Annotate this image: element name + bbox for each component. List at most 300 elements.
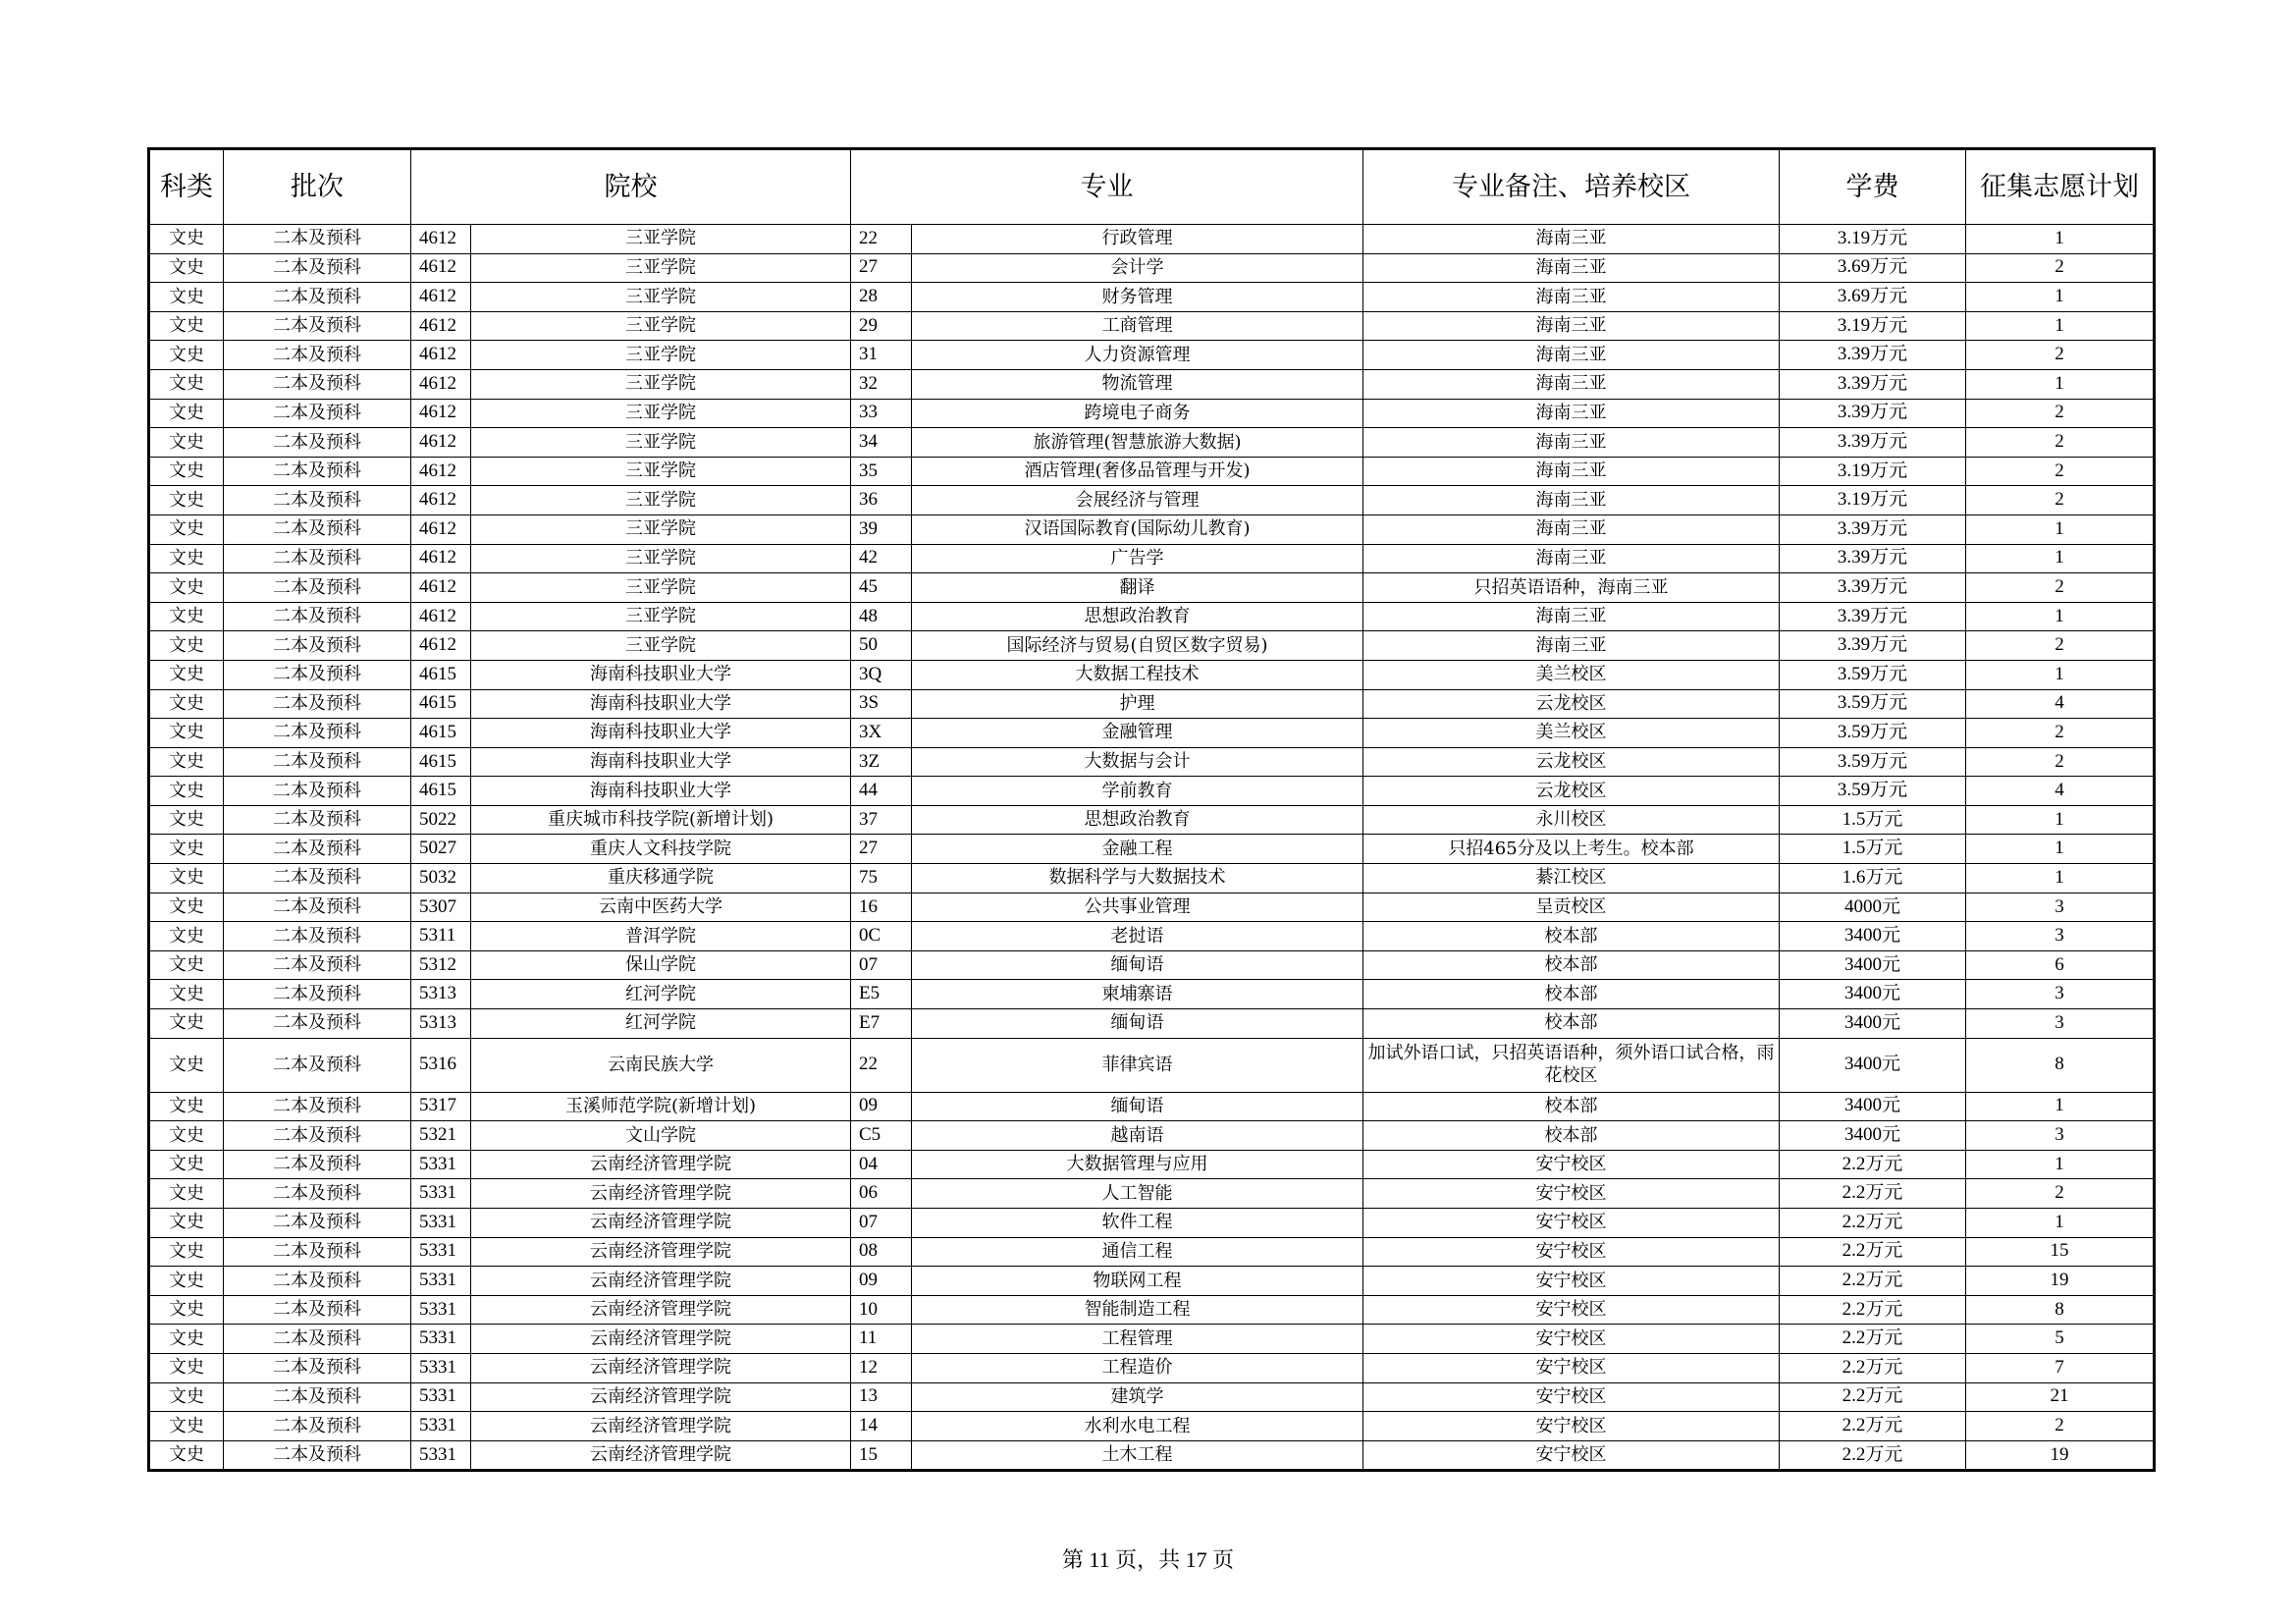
cell-fee: 3.39万元 [1780,399,1966,428]
cell-major: 汉语国际教育(国际幼儿教育) [912,514,1363,544]
cell-school: 海南科技职业大学 [471,747,851,777]
cell-batch: 二本及预科 [224,225,411,254]
cell-major: 缅甸语 [912,1092,1363,1121]
cell-major-code: 3Q [851,660,912,689]
cell-fee: 2.2万元 [1780,1267,1966,1296]
cell-school: 云南经济管理学院 [471,1440,851,1471]
cell-plan: 1 [1966,660,2155,689]
cell-major-code: 04 [851,1150,912,1179]
cell-plan: 19 [1966,1267,2155,1296]
table-row [149,1440,2155,1471]
cell-major-code: 3S [851,689,912,719]
table-row [149,1237,2155,1267]
header-batch: 批次 [224,149,411,225]
cell-school: 三亚学院 [471,253,851,283]
cell-school: 三亚学院 [471,399,851,428]
cell-plan: 1 [1966,544,2155,573]
cell-batch: 二本及预科 [224,980,411,1009]
cell-school-code: 5331 [411,1209,471,1238]
cell-school-code: 4612 [411,253,471,283]
cell-batch: 二本及预科 [224,893,411,922]
table-body [149,225,2155,1471]
table-row [149,253,2155,283]
cell-school-code: 4612 [411,544,471,573]
cell-major-code: 08 [851,1237,912,1267]
cell-note: 校本部 [1363,1009,1780,1039]
cell-plan: 19 [1966,1440,2155,1471]
cell-school: 云南经济管理学院 [471,1179,851,1209]
cell-school-code: 5331 [411,1353,471,1382]
cell-school-code: 4612 [411,369,471,399]
cell-major-code: 10 [851,1295,912,1325]
cell-major-code: 3X [851,719,912,748]
cell-fee: 2.2万元 [1780,1440,1966,1471]
cell-note: 安宁校区 [1363,1325,1780,1354]
cell-note: 海南三亚 [1363,457,1780,486]
table-row [149,1209,2155,1238]
cell-school-code: 5331 [411,1267,471,1296]
cell-major: 学前教育 [912,777,1363,806]
table-row [149,719,2155,748]
cell-plan: 8 [1966,1295,2155,1325]
cell-school: 云南经济管理学院 [471,1325,851,1354]
table-row [149,805,2155,835]
cell-major: 大数据工程技术 [912,660,1363,689]
cell-fee: 3.19万元 [1780,457,1966,486]
cell-major: 菲律宾语 [912,1038,1363,1092]
cell-school: 三亚学院 [471,428,851,458]
cell-plan: 1 [1966,1150,2155,1179]
cell-note: 安宁校区 [1363,1412,1780,1441]
cell-major: 智能制造工程 [912,1295,1363,1325]
table-row [149,602,2155,631]
cell-batch: 二本及预科 [224,1440,411,1471]
cell-major: 工商管理 [912,311,1363,341]
cell-fee: 3.39万元 [1780,428,1966,458]
cell-major: 通信工程 [912,1237,1363,1267]
cell-category: 文史 [149,777,224,806]
cell-fee: 1.5万元 [1780,835,1966,864]
cell-major: 金融工程 [912,835,1363,864]
cell-note: 美兰校区 [1363,719,1780,748]
cell-school: 云南经济管理学院 [471,1237,851,1267]
cell-category: 文史 [149,1209,224,1238]
cell-note: 安宁校区 [1363,1237,1780,1267]
header-plan: 征集志愿计划 [1966,149,2155,225]
cell-batch: 二本及预科 [224,1412,411,1441]
table-row [149,1092,2155,1121]
header-major: 专业 [851,149,1363,225]
cell-school: 云南经济管理学院 [471,1295,851,1325]
cell-category: 文史 [149,1092,224,1121]
cell-major: 翻译 [912,573,1363,603]
cell-batch: 二本及预科 [224,1121,411,1151]
cell-note: 安宁校区 [1363,1295,1780,1325]
cell-school: 三亚学院 [471,631,851,661]
cell-plan: 2 [1966,457,2155,486]
cell-major-code: E7 [851,1009,912,1039]
cell-fee: 3.39万元 [1780,369,1966,399]
cell-category: 文史 [149,1267,224,1296]
cell-major-code: 28 [851,283,912,312]
cell-note: 云龙校区 [1363,747,1780,777]
cell-batch: 二本及预科 [224,689,411,719]
cell-plan: 8 [1966,1038,2155,1092]
cell-batch: 二本及预科 [224,457,411,486]
cell-plan: 1 [1966,311,2155,341]
cell-category: 文史 [149,1038,224,1092]
cell-major: 跨境电子商务 [912,399,1363,428]
cell-note: 安宁校区 [1363,1353,1780,1382]
cell-school: 三亚学院 [471,573,851,603]
cell-school: 三亚学院 [471,311,851,341]
cell-batch: 二本及预科 [224,1092,411,1121]
cell-plan: 2 [1966,428,2155,458]
table-row [149,311,2155,341]
table-row [149,486,2155,515]
cell-plan: 3 [1966,1121,2155,1151]
cell-plan: 1 [1966,283,2155,312]
table-row [149,922,2155,951]
table-row [149,864,2155,893]
cell-school: 重庆城市科技学院(新增计划) [471,805,851,835]
cell-school-code: 5321 [411,1121,471,1151]
cell-category: 文史 [149,428,224,458]
table-row [149,950,2155,980]
cell-category: 文史 [149,747,224,777]
cell-major: 大数据管理与应用 [912,1150,1363,1179]
cell-batch: 二本及预科 [224,369,411,399]
cell-category: 文史 [149,253,224,283]
cell-major-code: 15 [851,1440,912,1471]
cell-school-code: 5311 [411,922,471,951]
cell-school: 三亚学院 [471,544,851,573]
cell-major-code: 27 [851,835,912,864]
cell-batch: 二本及预科 [224,602,411,631]
cell-batch: 二本及预科 [224,835,411,864]
cell-batch: 二本及预科 [224,777,411,806]
cell-category: 文史 [149,1150,224,1179]
cell-major-code: 75 [851,864,912,893]
cell-plan: 2 [1966,747,2155,777]
cell-fee: 1.5万元 [1780,805,1966,835]
cell-school: 三亚学院 [471,225,851,254]
cell-school: 云南经济管理学院 [471,1209,851,1238]
cell-plan: 7 [1966,1353,2155,1382]
table-row [149,1038,2155,1092]
cell-category: 文史 [149,457,224,486]
cell-plan: 6 [1966,950,2155,980]
cell-fee: 3400元 [1780,922,1966,951]
cell-fee: 3.19万元 [1780,225,1966,254]
cell-category: 文史 [149,950,224,980]
cell-plan: 2 [1966,341,2155,370]
cell-major: 缅甸语 [912,1009,1363,1039]
admission-plan-table [147,147,2156,1472]
cell-school-code: 5313 [411,1009,471,1039]
cell-major: 工程造价 [912,1353,1363,1382]
cell-batch: 二本及预科 [224,631,411,661]
cell-note: 海南三亚 [1363,311,1780,341]
cell-category: 文史 [149,1179,224,1209]
cell-school-code: 5022 [411,805,471,835]
table-row [149,1353,2155,1382]
table-row [149,428,2155,458]
cell-batch: 二本及预科 [224,544,411,573]
header-category: 科类 [149,149,224,225]
cell-note: 校本部 [1363,980,1780,1009]
cell-category: 文史 [149,283,224,312]
cell-category: 文史 [149,719,224,748]
header-school: 院校 [411,149,851,225]
cell-batch: 二本及预科 [224,864,411,893]
cell-note: 海南三亚 [1363,486,1780,515]
cell-note: 校本部 [1363,950,1780,980]
cell-note: 海南三亚 [1363,428,1780,458]
cell-note: 海南三亚 [1363,253,1780,283]
cell-category: 文史 [149,225,224,254]
cell-school: 海南科技职业大学 [471,660,851,689]
cell-batch: 二本及预科 [224,747,411,777]
cell-plan: 2 [1966,253,2155,283]
cell-batch: 二本及预科 [224,1179,411,1209]
cell-note: 海南三亚 [1363,283,1780,312]
cell-fee: 3.39万元 [1780,544,1966,573]
cell-category: 文史 [149,1237,224,1267]
cell-major: 财务管理 [912,283,1363,312]
table-row [149,1295,2155,1325]
cell-major: 水利水电工程 [912,1412,1363,1441]
cell-fee: 3.59万元 [1780,660,1966,689]
header-note: 专业备注、培养校区 [1363,149,1780,225]
cell-school-code: 4612 [411,428,471,458]
cell-fee: 3.19万元 [1780,311,1966,341]
cell-category: 文史 [149,399,224,428]
cell-note: 安宁校区 [1363,1209,1780,1238]
cell-major-code: 07 [851,950,912,980]
table-row [149,514,2155,544]
cell-category: 文史 [149,835,224,864]
cell-category: 文史 [149,514,224,544]
cell-plan: 1 [1966,835,2155,864]
cell-note: 海南三亚 [1363,602,1780,631]
cell-major-code: 44 [851,777,912,806]
cell-major: 护理 [912,689,1363,719]
cell-plan: 1 [1966,602,2155,631]
cell-plan: 1 [1966,805,2155,835]
cell-major-code: 0C [851,922,912,951]
cell-major: 数据科学与大数据技术 [912,864,1363,893]
cell-major: 越南语 [912,1121,1363,1151]
cell-school: 云南经济管理学院 [471,1267,851,1296]
cell-category: 文史 [149,573,224,603]
table-row [149,1412,2155,1441]
cell-school: 海南科技职业大学 [471,689,851,719]
cell-batch: 二本及预科 [224,1353,411,1382]
cell-batch: 二本及预科 [224,950,411,980]
cell-school: 云南经济管理学院 [471,1412,851,1441]
cell-school: 红河学院 [471,980,851,1009]
cell-major: 金融管理 [912,719,1363,748]
cell-plan: 4 [1966,777,2155,806]
cell-note: 海南三亚 [1363,631,1780,661]
cell-school: 重庆移通学院 [471,864,851,893]
cell-batch: 二本及预科 [224,514,411,544]
cell-major: 人力资源管理 [912,341,1363,370]
header-fee: 学费 [1780,149,1966,225]
cell-major-code: 14 [851,1412,912,1441]
cell-fee: 3.69万元 [1780,253,1966,283]
cell-major: 会计学 [912,253,1363,283]
cell-batch: 二本及预科 [224,1382,411,1412]
cell-school-code: 4612 [411,514,471,544]
cell-batch: 二本及预科 [224,660,411,689]
cell-batch: 二本及预科 [224,1325,411,1354]
cell-plan: 1 [1966,1209,2155,1238]
cell-school-code: 4612 [411,225,471,254]
table-row [149,399,2155,428]
cell-fee: 3.59万元 [1780,689,1966,719]
cell-fee: 3.39万元 [1780,573,1966,603]
cell-major-code: 06 [851,1179,912,1209]
table-row [149,893,2155,922]
cell-major-code: 33 [851,399,912,428]
cell-category: 文史 [149,631,224,661]
cell-fee: 1.6万元 [1780,864,1966,893]
cell-major-code: 50 [851,631,912,661]
cell-note: 校本部 [1363,1092,1780,1121]
cell-school-code: 4615 [411,719,471,748]
cell-major-code: 35 [851,457,912,486]
cell-school: 云南经济管理学院 [471,1382,851,1412]
table-row [149,341,2155,370]
cell-major: 思想政治教育 [912,602,1363,631]
cell-major: 工程管理 [912,1325,1363,1354]
cell-school: 三亚学院 [471,457,851,486]
cell-major: 行政管理 [912,225,1363,254]
cell-fee: 3400元 [1780,980,1966,1009]
cell-school: 云南民族大学 [471,1038,851,1092]
cell-school-code: 4615 [411,660,471,689]
cell-major: 国际经济与贸易(自贸区数字贸易) [912,631,1363,661]
cell-major-code: 22 [851,225,912,254]
table-row [149,631,2155,661]
cell-plan: 1 [1966,369,2155,399]
cell-fee: 3400元 [1780,1038,1966,1092]
cell-major-code: 31 [851,341,912,370]
cell-category: 文史 [149,544,224,573]
cell-school: 玉溪师范学院(新增计划) [471,1092,851,1121]
table-row [149,1150,2155,1179]
cell-plan: 1 [1966,864,2155,893]
cell-batch: 二本及预科 [224,399,411,428]
cell-plan: 2 [1966,719,2155,748]
table-row [149,980,2155,1009]
table-row [149,1382,2155,1412]
cell-major: 广告学 [912,544,1363,573]
cell-school-code: 4615 [411,689,471,719]
cell-major-code: 12 [851,1353,912,1382]
cell-category: 文史 [149,1295,224,1325]
cell-school-code: 4612 [411,457,471,486]
cell-note: 呈贡校区 [1363,893,1780,922]
cell-major-code: 29 [851,311,912,341]
cell-note: 海南三亚 [1363,225,1780,254]
cell-plan: 3 [1966,980,2155,1009]
cell-major: 软件工程 [912,1209,1363,1238]
cell-plan: 21 [1966,1382,2155,1412]
cell-fee: 2.2万元 [1780,1295,1966,1325]
cell-fee: 2.2万元 [1780,1209,1966,1238]
cell-batch: 二本及预科 [224,283,411,312]
cell-fee: 3.69万元 [1780,283,1966,312]
cell-category: 文史 [149,660,224,689]
cell-major: 人工智能 [912,1179,1363,1209]
cell-major: 酒店管理(奢侈品管理与开发) [912,457,1363,486]
cell-plan: 3 [1966,1009,2155,1039]
cell-major-code: 34 [851,428,912,458]
cell-major-code: 37 [851,805,912,835]
table-row [149,283,2155,312]
cell-category: 文史 [149,1325,224,1354]
table-row [149,1179,2155,1209]
cell-fee: 3.59万元 [1780,719,1966,748]
cell-plan: 2 [1966,486,2155,515]
cell-major-code: 07 [851,1209,912,1238]
cell-plan: 1 [1966,514,2155,544]
cell-category: 文史 [149,369,224,399]
cell-school-code: 5331 [411,1179,471,1209]
cell-plan: 5 [1966,1325,2155,1354]
cell-note: 海南三亚 [1363,544,1780,573]
cell-batch: 二本及预科 [224,1267,411,1296]
cell-category: 文史 [149,602,224,631]
cell-school-code: 5331 [411,1150,471,1179]
cell-fee: 2.2万元 [1780,1179,1966,1209]
cell-fee: 3.39万元 [1780,514,1966,544]
cell-major-code: 27 [851,253,912,283]
cell-fee: 3400元 [1780,950,1966,980]
cell-category: 文史 [149,893,224,922]
cell-plan: 1 [1966,1092,2155,1121]
cell-batch: 二本及预科 [224,1038,411,1092]
cell-category: 文史 [149,689,224,719]
cell-fee: 3.39万元 [1780,602,1966,631]
cell-note: 云龙校区 [1363,777,1780,806]
cell-fee: 2.2万元 [1780,1150,1966,1179]
cell-school: 三亚学院 [471,486,851,515]
cell-major: 旅游管理(智慧旅游大数据) [912,428,1363,458]
cell-major-code: 48 [851,602,912,631]
cell-major-code: 22 [851,1038,912,1092]
table-row [149,1009,2155,1039]
cell-school-code: 4615 [411,747,471,777]
cell-school-code: 5331 [411,1382,471,1412]
cell-school-code: 4612 [411,602,471,631]
cell-fee: 4000元 [1780,893,1966,922]
cell-plan: 2 [1966,1412,2155,1441]
cell-major: 会展经济与管理 [912,486,1363,515]
cell-school-code: 5331 [411,1440,471,1471]
cell-fee: 2.2万元 [1780,1412,1966,1441]
cell-plan: 2 [1966,1179,2155,1209]
cell-major: 柬埔寨语 [912,980,1363,1009]
cell-category: 文史 [149,922,224,951]
cell-plan: 2 [1966,573,2155,603]
cell-school-code: 5307 [411,893,471,922]
cell-fee: 2.2万元 [1780,1353,1966,1382]
cell-major-code: 45 [851,573,912,603]
